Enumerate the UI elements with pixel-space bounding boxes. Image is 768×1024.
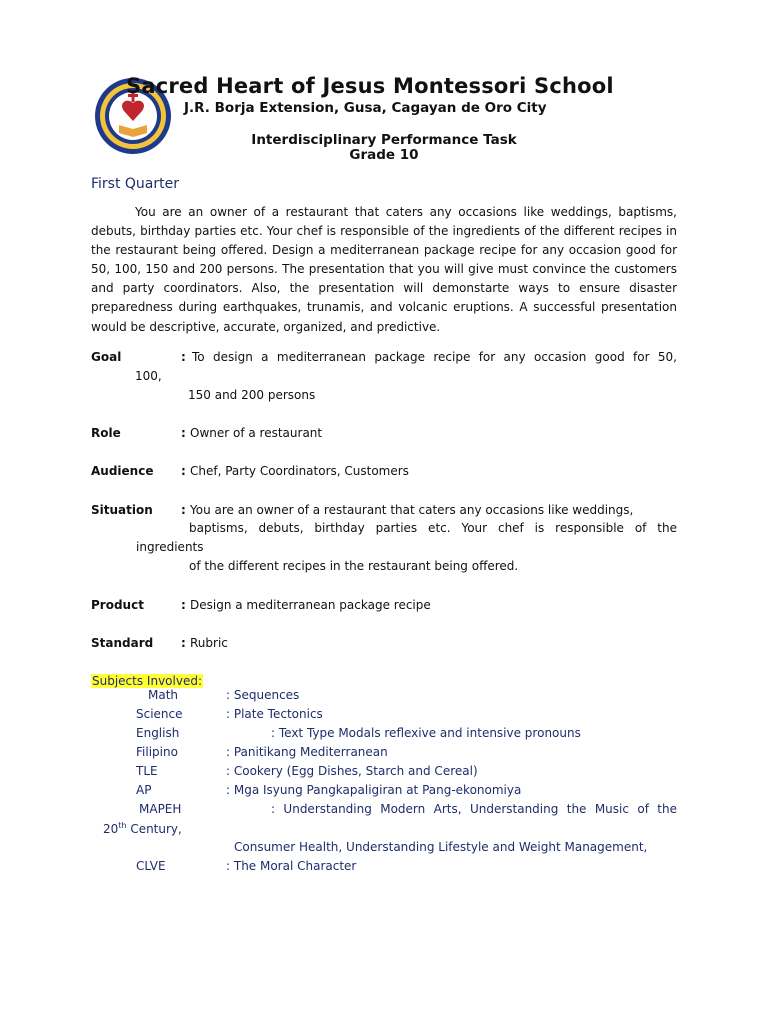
goal-line1: To design a mediterranean package recipe for any occasion good for 50, xyxy=(192,350,677,364)
subject-tle-topic: : Cookery (Egg Dishes, Starch and Cereal) xyxy=(226,764,478,778)
goal-line3: 150 and 200 persons xyxy=(188,388,316,402)
product-value: Design a mediterranean package recipe xyxy=(190,598,431,612)
subject-ap-topic: : Mga Isyung Pangkapaligiran at Pang-ekonomiya xyxy=(226,783,522,797)
product-colon: : xyxy=(181,598,186,612)
subject-clve: CLVE xyxy=(136,859,166,873)
subject-science-topic: : Plate Tectonics xyxy=(226,707,323,721)
situation-colon: : xyxy=(181,503,186,517)
role-colon: : xyxy=(181,426,186,440)
scenario-text: You are an owner of a restaurant that caters any occasions like weddings, baptisms, debuts, birthday parties etc. Your chef is responsible of the ingredients of the different recipes in the restaurant being offered. Design a mediterranean package recipe for any occasion good for 50, 100, 150 and 200 persons. The presentation that you will give must convince the customers and party coordinators. Also, the presentation will demonstarte ways to ensure disaster preparedness during earthquakes, trunamis, and volcanic eruptions. A successful presentation would be descriptive, accurate, organized, and predictive. xyxy=(91,205,677,334)
role-label: Role xyxy=(91,426,121,440)
subject-mapeh: MAPEH xyxy=(139,802,182,816)
situation-label: Situation xyxy=(91,503,153,517)
goal-label: Goal xyxy=(91,350,122,364)
task-title: Interdisciplinary Performance Task xyxy=(251,132,517,148)
subject-clve-topic: : The Moral Character xyxy=(226,859,357,873)
situation-line4: of the different recipes in the restaurant being offered. xyxy=(189,559,519,573)
subject-tle: TLE xyxy=(136,764,158,778)
goal-colon: : xyxy=(181,350,186,364)
subject-mapeh-cont xyxy=(103,821,182,836)
subject-science: Science xyxy=(136,707,183,721)
role-value: Owner of a restaurant xyxy=(190,426,323,440)
standard-colon: : xyxy=(181,636,186,650)
audience-colon: : xyxy=(181,464,186,478)
standard-label: Standard xyxy=(91,636,154,650)
subjects-heading: Subjects Involved: xyxy=(92,674,202,688)
school-address: J.R. Borja Extension, Gusa, Cagayan de Oro City xyxy=(184,100,547,116)
subject-math-topic: : Sequences xyxy=(226,688,300,702)
subject-english: English xyxy=(136,726,180,740)
product-label: Product xyxy=(91,598,144,612)
subject-filipino-topic: : Panitikang Mediterranean xyxy=(226,745,388,759)
goal-line2: 100, xyxy=(135,369,162,383)
situation-line2: baptisms, debuts, birthday parties etc. Your chef is responsible of the xyxy=(189,521,677,535)
century-suffix: th xyxy=(118,821,127,830)
scenario-paragraph xyxy=(91,203,677,337)
audience-label: Audience xyxy=(91,464,154,478)
grade-label: Grade 10 xyxy=(349,147,419,163)
school-name: Sacred Heart of Jesus Montessori School xyxy=(126,74,614,98)
subject-ap: AP xyxy=(136,783,152,797)
subject-mapeh-topic: : Understanding Modern Arts, Understanding the Music of the xyxy=(271,802,677,816)
audience-value: Chef, Party Coordinators, Customers xyxy=(190,464,409,478)
century-text: Century, xyxy=(126,822,182,836)
situation-line3: ingredients xyxy=(136,540,204,554)
subject-english-topic: : Text Type Modals reflexive and intensive pronouns xyxy=(271,726,581,740)
subject-math: Math xyxy=(148,688,179,702)
century-number: 20 xyxy=(103,822,119,836)
standard-value: Rubric xyxy=(190,636,228,650)
quarter-heading: First Quarter xyxy=(91,176,179,192)
situation-line1: You are an owner of a restaurant that caters any occasions like weddings, xyxy=(190,503,634,517)
subject-mapeh-line3: Consumer Health, Understanding Lifestyle and Weight Management, xyxy=(234,840,648,854)
subject-filipino: Filipino xyxy=(136,745,178,759)
